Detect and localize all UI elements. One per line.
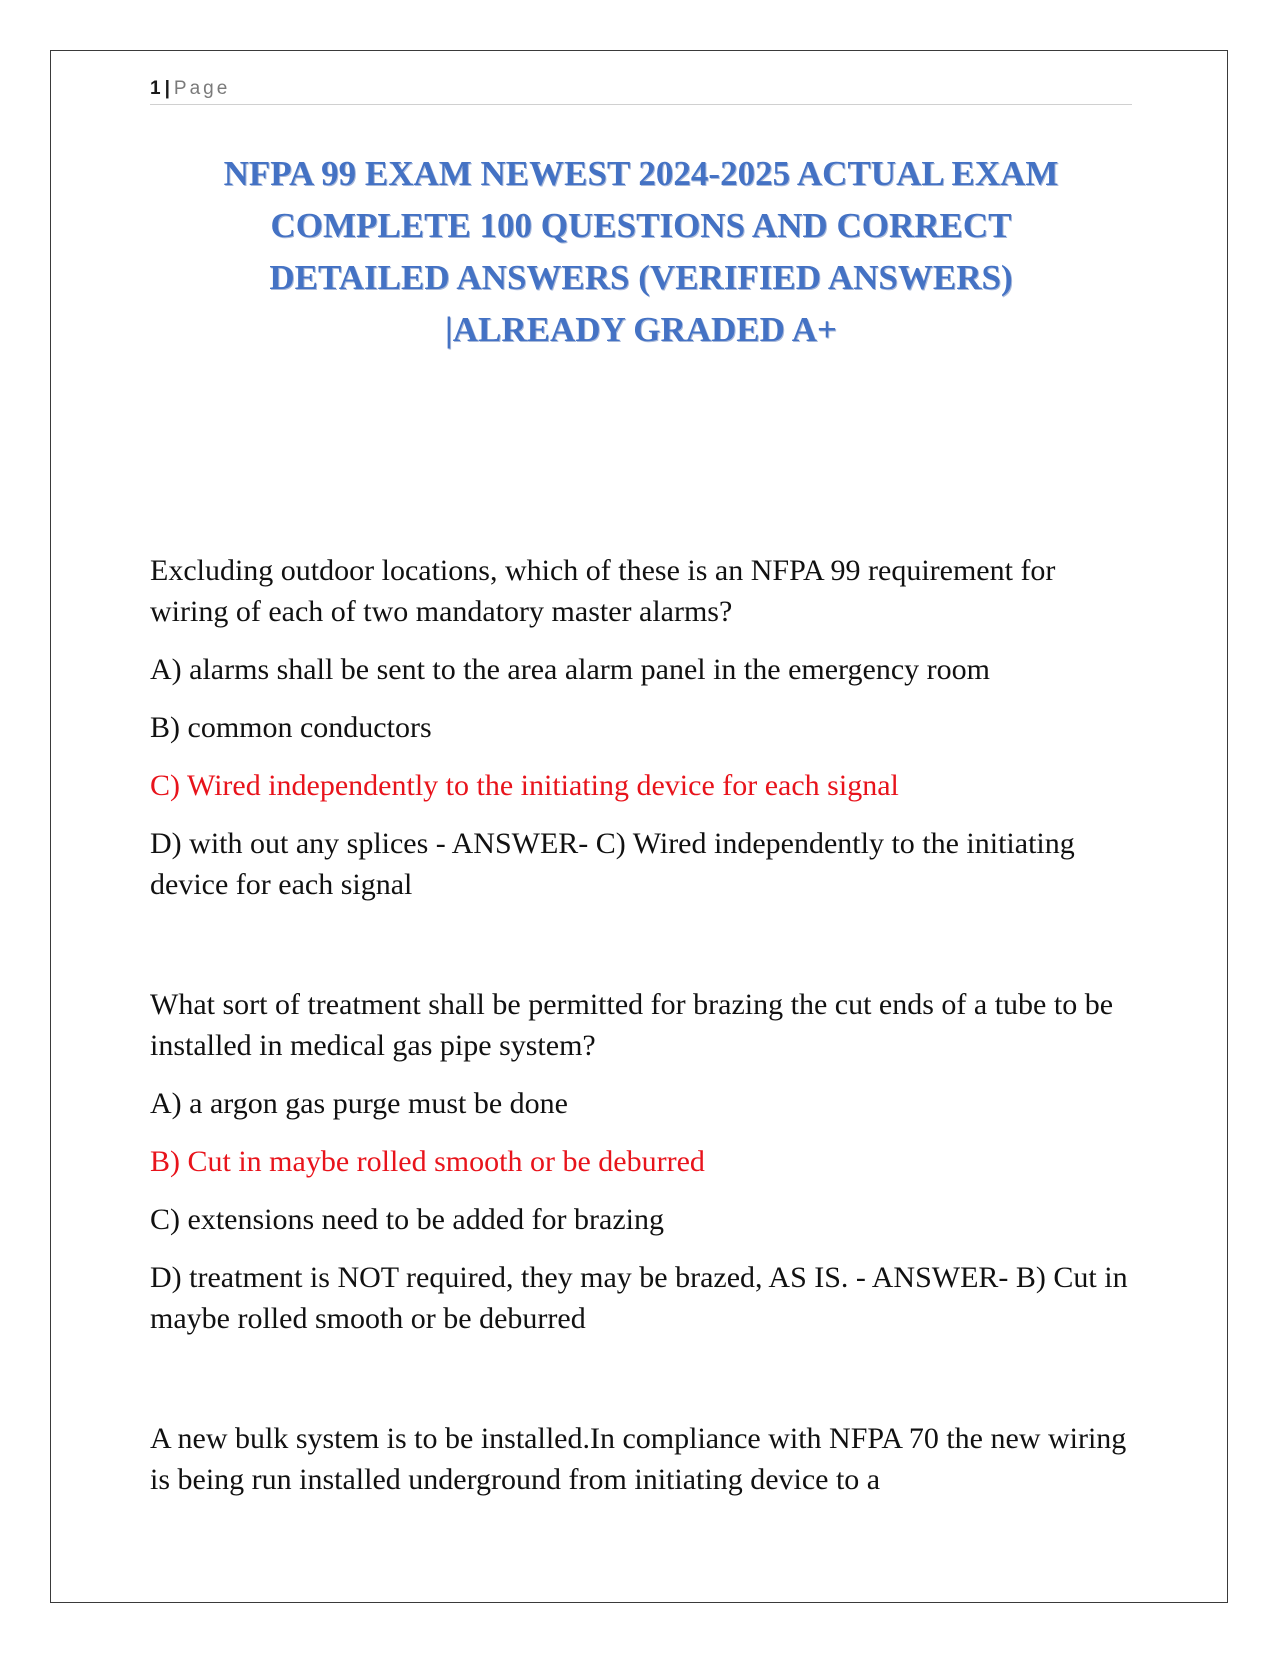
title-line: COMPLETE 100 QUESTIONS AND CORRECT (270, 206, 1012, 245)
answer-option-d: D) with out any splices - ANSWER- C) Wired independently to the initiating device for each signal (150, 827, 1075, 901)
page-separator: | (164, 78, 170, 99)
title-line: NFPA 99 EXAM NEWEST 2024-2025 ACTUAL EXAM (223, 154, 1059, 193)
page-word: Page (173, 78, 231, 99)
question-3 (150, 1418, 1140, 1517)
page-header (150, 76, 1132, 105)
answer-option-c-correct: C) Wired independently to the initiating device for each signal (150, 769, 899, 802)
answer-option-b-correct: B) Cut in maybe rolled smooth or be deburred (150, 1145, 705, 1178)
document-title (150, 148, 1132, 356)
title-line: DETAILED ANSWERS (VERIFIED ANSWERS) (269, 258, 1013, 297)
question-stem: A new bulk system is to be installed.In compliance with NFPA 70 the new wiring is being run installed underground from initiating device to a (150, 1422, 1127, 1496)
answer-option-b: B) common conductors (150, 711, 432, 744)
answer-option-a: A) alarms shall be sent to the area alarm panel in the emergency room (150, 653, 990, 686)
question-1 (150, 550, 1140, 922)
question-stem: Excluding outdoor locations, which of these is an NFPA 99 requirement for wiring of each of two mandatory master alarms? (150, 554, 1056, 628)
answer-option-a: A) a argon gas purge must be done (150, 1087, 568, 1120)
title-line: |ALREADY GRADED A+ (445, 310, 837, 349)
question-2 (150, 984, 1140, 1356)
answer-option-d: D) treatment is NOT required, they may be brazed, AS IS. - ANSWER- B) Cut in maybe rolled smooth or be deburred (150, 1261, 1128, 1335)
page-number: 1 (150, 78, 161, 99)
question-stem: What sort of treatment shall be permitted for brazing the cut ends of a tube to be installed in medical gas pipe system? (150, 988, 1114, 1062)
answer-option-c: C) extensions need to be added for brazing (150, 1203, 664, 1236)
